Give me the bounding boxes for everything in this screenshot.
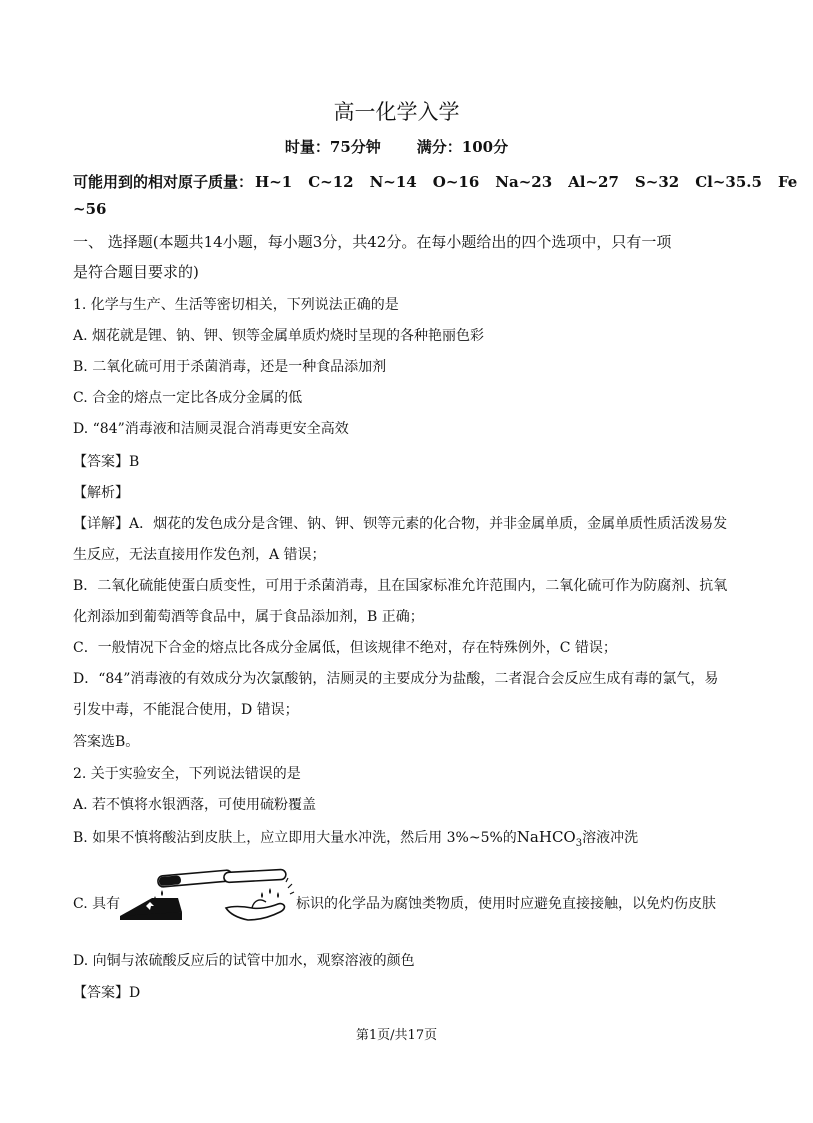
- atomic-mass-line: [73, 171, 813, 192]
- q1-analysis-label: 【解析】: [73, 485, 129, 501]
- q2-option-b: [73, 827, 638, 849]
- nahco3-formula: [516, 828, 583, 849]
- q2-option-c-prefix: C. 具有: [73, 896, 121, 912]
- q1-detail-line: 【详解】A．烟花的发色成分是含锂、钠、钾、钡等元素的化合物，并非金属单质，金属单质性质活泼易发: [73, 516, 728, 532]
- q1-stem: 1. 化学与生产、生活等密切相关，下列说法正确的是: [73, 297, 399, 313]
- answer-label: 【答案】: [73, 985, 129, 1001]
- q1-detail-line: C．一般情况下合金的熔点比各成分金属低，但该规律不绝对，存在特殊例外，C 错误；: [73, 640, 617, 656]
- section-heading-line2: 是符合题目要求的): [73, 263, 199, 281]
- page-title: 高一化学入学: [333, 100, 460, 124]
- q1-option-b: B. 二氧化硫可用于杀菌消毒，还是一种食品添加剂: [73, 359, 387, 375]
- q2-option-b-text: B. 如果不慎将酸沾到皮肤上，应立即用大量水冲洗，然后用 3%~5%的: [73, 830, 517, 846]
- q2-option-d: D. 向铜与浓硫酸反应后的试管中加水，观察溶液的颜色: [73, 953, 415, 969]
- q1-option-c: C. 合金的熔点一定比各成分金属的低: [73, 390, 303, 406]
- atomic-mass-item: H~1: [255, 173, 293, 191]
- q1-detail-line: 答案选B。: [73, 734, 140, 750]
- q2-stem: 2. 关于实验安全，下列说法错误的是: [73, 766, 301, 782]
- atomic-mass-item: Al~27: [568, 173, 619, 191]
- answer-value: D: [129, 985, 141, 1001]
- q1-detail-line: 引发中毒，不能混合使用，D 错误；: [73, 702, 299, 718]
- exam-info: [0, 136, 793, 157]
- atomic-mass-item: Cl~35.5: [695, 173, 762, 191]
- answer-value: B: [129, 454, 140, 470]
- atomic-mass-item: O~16: [432, 173, 480, 191]
- q1-detail-line: D．“84”消毒液的有效成分为次氯酸钠，洁厕灵的主要成分为盐酸，二者混合会反应生成有毒的氯气，易: [73, 671, 719, 687]
- atomic-mass-item: Na~23: [495, 173, 553, 191]
- q1-option-a: A. 烟花就是锂、钠、钾、钡等金属单质灼烧时呈现的各种艳丽色彩: [73, 328, 485, 344]
- full-score: 满分：100分: [416, 138, 509, 156]
- q2-option-a: A. 若不慎将水银洒落，可使用硫粉覆盖: [73, 797, 317, 813]
- formula-main: NaHCO: [516, 828, 576, 846]
- q2-answer: [73, 982, 140, 1002]
- time-limit: 时量：75分钟: [284, 138, 381, 156]
- atomic-mass-item: Fe: [777, 173, 798, 191]
- atomic-mass-wrap: ~56: [73, 200, 107, 218]
- q1-answer: [73, 451, 139, 471]
- atomic-mass-item: S~32: [634, 173, 680, 191]
- q1-detail-line: 化剂添加到葡萄酒等食品中，属于食品添加剂，B 正确；: [73, 609, 424, 625]
- q2-option-c-text: 标识的化学品为腐蚀类物质，使用时应避免直接接触，以免灼伤皮肤: [296, 896, 716, 912]
- atomic-mass-item: N~14: [369, 173, 417, 191]
- q1-detail-line: 生反应，无法直接用作发色剂，A 错误；: [73, 547, 326, 563]
- corrosive-hazard-icon: [120, 868, 296, 924]
- section-heading-line1: 一、 选择题(本题共14小题，每小题3分，共42分。在每小题给出的四个选项中，只有一项: [73, 233, 672, 251]
- answer-label: 【答案】: [73, 454, 129, 470]
- atomic-mass-item: C~12: [308, 173, 354, 191]
- q1-option-d: D. “84”消毒液和洁厕灵混合消毒更安全高效: [73, 421, 349, 437]
- page-footer: 第1页/共17页: [355, 1028, 438, 1043]
- q2-option-b-suffix: 溶液冲洗: [582, 830, 639, 846]
- atomic-mass-prefix: 可能用到的相对原子质量：: [73, 173, 254, 191]
- q1-detail-line: B．二氧化硫能使蛋白质变性，可用于杀菌消毒，且在国家标准允许范围内，二氧化硫可作为防腐剂、抗氧: [73, 578, 728, 594]
- formula-subscript: 3: [575, 838, 583, 849]
